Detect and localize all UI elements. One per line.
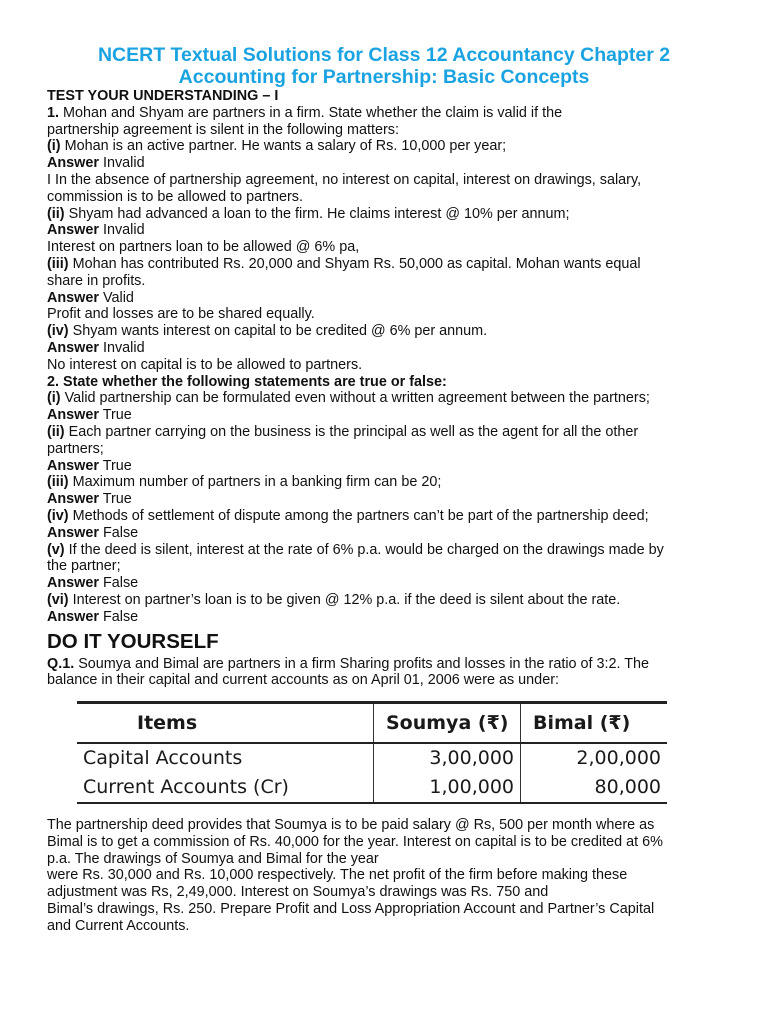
question-text: Mohan and Shyam are partners in a firm. State whether the claim is valid if the <box>59 104 563 121</box>
sub-question-cont: share in profits. <box>47 272 146 289</box>
answer <box>47 155 727 172</box>
statement-label: (ii) <box>47 423 65 440</box>
sub-question <box>47 138 727 155</box>
answer-value: Valid <box>98 289 134 306</box>
statement <box>47 542 727 559</box>
answer-value: False <box>98 575 139 592</box>
statement-text: If the deed is silent, interest at the rate of 6% p.a. would be charged on the drawings made by <box>64 541 664 558</box>
explanation: commission is to be allowed to partners. <box>47 188 303 205</box>
answer-value: False <box>98 524 139 541</box>
sub-label: (iii) <box>47 255 69 272</box>
answer-value: True <box>98 491 132 508</box>
statement <box>47 508 727 525</box>
table-row <box>77 743 667 773</box>
section-heading: TEST YOUR UNDERSTANDING – I <box>47 88 279 104</box>
question-label: Q.1. <box>47 655 75 672</box>
question <box>47 656 727 673</box>
answer <box>47 290 727 307</box>
sub-text: Shyam wants interest on capital to be credited @ 6% per annum. <box>68 323 488 340</box>
answer-value: False <box>98 608 139 625</box>
sub-label: (ii) <box>47 205 65 222</box>
cell-bimal: 2,00,000 <box>521 743 668 773</box>
answer <box>47 609 727 626</box>
row-label: Current Accounts (Cr) <box>77 773 374 803</box>
page-title <box>0 44 768 88</box>
explanation: Profit and losses are to be shared equally. <box>47 306 315 323</box>
cell-soumya: 3,00,000 <box>374 743 521 773</box>
answer-label: Answer <box>47 457 99 474</box>
question-text-cont: balance in their capital and current accounts as on April 01, 2006 were as under: <box>47 672 559 689</box>
explanation: Interest on partners loan to be allowed @ 6% pa, <box>47 239 360 256</box>
sub-label: (iv) <box>47 323 69 340</box>
answer <box>47 458 727 475</box>
sub-question <box>47 256 727 273</box>
statement-cont: partners; <box>47 440 104 457</box>
explanation: No interest on capital is to be allowed to partners. <box>47 356 363 373</box>
cell-soumya: 1,00,000 <box>374 773 521 803</box>
question-text: Soumya and Bimal are partners in a firm Sharing profits and losses in the ratio of 3:2. The <box>74 655 650 672</box>
column-header-soumya: Soumya (₹) <box>374 703 521 744</box>
statement <box>47 424 727 441</box>
row-label: Capital Accounts <box>83 747 243 770</box>
answer-label: Answer <box>47 608 99 625</box>
column-header-items: Items <box>77 703 374 744</box>
answer-label: Answer <box>47 407 99 424</box>
answer-label: Answer <box>47 339 99 356</box>
answer-label: Answer <box>47 222 99 239</box>
answer-value: True <box>98 407 132 424</box>
question-2-heading: 2. State whether the following statements are true or false: <box>47 373 447 390</box>
sub-label: (i) <box>47 138 61 155</box>
cell-bimal: 80,000 <box>521 773 668 803</box>
title-line-2: Accounting for Partnership: Basic Concepts <box>178 66 590 88</box>
statement-label: (v) <box>47 541 65 558</box>
section-2-heading: DO IT YOURSELF <box>47 629 219 653</box>
statement-label: (i) <box>47 390 61 407</box>
answer-label: Answer <box>47 155 99 172</box>
answer-label: Answer <box>47 524 99 541</box>
question-text-cont: partnership agreement is silent in the following matters: <box>47 121 399 138</box>
answer <box>47 575 727 592</box>
table-row <box>77 773 667 803</box>
table-header-row <box>77 703 667 744</box>
answer-label: Answer <box>47 575 99 592</box>
balance-table <box>77 701 667 804</box>
paragraph-line: were Rs. 30,000 and Rs. 10,000 respectively. The net profit of the firm before making these <box>47 867 628 884</box>
statement-label: (iv) <box>47 507 69 524</box>
statement <box>47 474 727 491</box>
answer <box>47 407 727 424</box>
answer <box>47 222 727 239</box>
answer <box>47 340 727 357</box>
question-number: 1. <box>47 104 60 121</box>
document-body <box>47 88 727 935</box>
answer-label: Answer <box>47 289 99 306</box>
statement-label: (iii) <box>47 474 69 491</box>
explanation: I In the absence of partnership agreement, no interest on capital, interest on drawings, salary, <box>47 171 642 188</box>
sub-text: Mohan has contributed Rs. 20,000 and Shyam Rs. 50,000 as capital. Mohan wants equal <box>68 255 641 272</box>
answer-label: Answer <box>47 491 99 508</box>
paragraph-line: p.a. The drawings of Soumya and Bimal for the year <box>47 850 379 867</box>
statement-text: Interest on partner’s loan is to be given @ 12% p.a. if the deed is silent about the rate. <box>68 591 621 608</box>
statement <box>47 592 727 609</box>
answer-value: Invalid <box>98 155 145 172</box>
sub-question <box>47 323 727 340</box>
statement-text: Maximum number of partners in a banking firm can be 20; <box>68 474 442 491</box>
statement <box>47 390 727 407</box>
statement-text: Each partner carrying on the business is the principal as well as the agent for all the other <box>64 423 639 440</box>
paragraph-line: and Current Accounts. <box>47 917 190 934</box>
sub-text: Mohan is an active partner. He wants a salary of Rs. 10,000 per year; <box>60 138 507 155</box>
balance-table-wrapper <box>47 691 727 817</box>
statement-label: (vi) <box>47 591 69 608</box>
paragraph-line: The partnership deed provides that Soumya is to be paid salary @ Rs, 500 per month where as <box>47 817 655 834</box>
sub-text: Shyam had advanced a loan to the firm. He claims interest @ 10% per annum; <box>64 205 570 222</box>
statement-text: Methods of settlement of dispute among the partners can’t be part of the partnership deed; <box>68 507 649 524</box>
paragraph-line: Bimal’s drawings, Rs. 250. Prepare Profit and Loss Appropriation Account and Partner’s Capital <box>47 901 655 918</box>
question-1 <box>47 105 727 122</box>
answer <box>47 525 727 542</box>
column-header-bimal: Bimal (₹) <box>521 703 668 744</box>
answer <box>47 491 727 508</box>
answer-value: True <box>98 457 132 474</box>
answer-value: Invalid <box>98 222 145 239</box>
statement-text: Valid partnership can be formulated even without a written agreement between the partners; <box>60 390 650 407</box>
answer-value: Invalid <box>98 339 145 356</box>
sub-question <box>47 206 727 223</box>
paragraph-line: Bimal is to get a commission of Rs. 40,000 for the year. Interest on capital is to be credited at 6% <box>47 833 663 850</box>
paragraph-line: adjustment was Rs, 2,49,000. Interest on Soumya’s drawings was Rs. 750 and <box>47 884 549 901</box>
statement-cont: the partner; <box>47 558 121 575</box>
title-line-1: NCERT Textual Solutions for Class 12 Accountancy Chapter 2 <box>97 44 671 66</box>
